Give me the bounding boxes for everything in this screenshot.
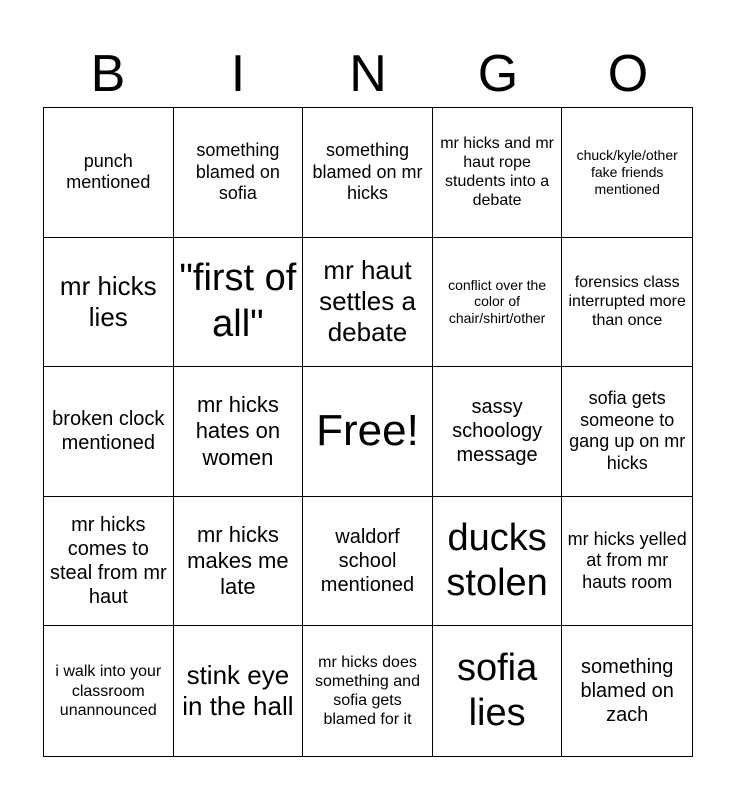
bingo-cell-r5-c4[interactable] [433, 626, 563, 756]
bingo-header [43, 40, 693, 108]
cell-text: mr hicks yelled at from mr hauts room [567, 528, 687, 592]
bingo-board [43, 107, 693, 757]
bingo-cell-r1-c4[interactable] [433, 108, 563, 238]
bingo-cell-r3-c2[interactable] [174, 367, 304, 497]
cell-text: sassy schoology message [452, 396, 543, 467]
bingo-cell-r2-c4[interactable] [433, 238, 563, 368]
cell-text: waldorf school mentioned [320, 526, 415, 597]
cell-text: forensics class interrupted more than once [568, 274, 686, 330]
cell-text: conflict over the color of chair/shirt/other [448, 276, 547, 327]
cell-text: something blamed on sofia [195, 139, 280, 204]
bingo-cell-r4-c1[interactable] [44, 497, 174, 627]
header-letter-i: I [230, 45, 246, 103]
bingo-cell-r5-c1[interactable] [44, 626, 174, 756]
bingo-cell-r4-c2[interactable] [174, 497, 304, 627]
cell-text: something blamed on zach [580, 656, 674, 727]
bingo-cell-r1-c3[interactable] [303, 108, 433, 238]
cell-text: i walk into your classroom unannounced [55, 663, 162, 719]
bingo-cell-r5-c3[interactable] [303, 626, 433, 756]
bingo-cell-r3-c5[interactable] [562, 367, 692, 497]
cell-text: sofia gets someone to gang up on mr hicks [569, 388, 686, 474]
bingo-cell-r1-c2[interactable] [174, 108, 304, 238]
bingo-cell-free-space[interactable] [303, 367, 433, 497]
header-letter-b: B [90, 45, 126, 103]
cell-text: sofia lies [456, 646, 538, 735]
cell-text: mr hicks and mr haut rope students into a debate [440, 134, 554, 210]
bingo-cell-r4-c3[interactable] [303, 497, 433, 627]
header-letter-n: N [349, 45, 387, 103]
cell-text: stink eye in the hall [182, 660, 294, 722]
header-letter-g: G [477, 45, 519, 103]
bingo-cell-r5-c2[interactable] [174, 626, 304, 756]
cell-text: something blamed on mr hicks [312, 139, 423, 204]
cell-text: mr hicks does something and sofia gets blamed for it [315, 653, 420, 729]
cell-text: mr hicks lies [59, 270, 157, 332]
header-letter-o: O [607, 45, 649, 103]
cell-text: ducks stolen [446, 516, 548, 605]
cell-text: mr hicks hates on women [195, 391, 281, 470]
cell-text: Free! [316, 406, 419, 456]
bingo-cell-r3-c4[interactable] [433, 367, 563, 497]
bingo-cell-r1-c5[interactable] [562, 108, 692, 238]
bingo-cell-r4-c5[interactable] [562, 497, 692, 627]
cell-text: "first of all" [179, 257, 297, 345]
bingo-cell-r5-c5[interactable] [562, 626, 692, 756]
cell-text: chuck/kyle/other fake friends mentioned [576, 147, 678, 197]
cell-text: mr hicks makes me late [187, 521, 289, 600]
bingo-cell-r3-c1[interactable] [44, 367, 174, 497]
bingo-cell-r2-c2[interactable] [174, 238, 304, 368]
bingo-cell-r2-c5[interactable] [562, 238, 692, 368]
bingo-cell-r2-c1[interactable] [44, 238, 174, 368]
cell-text: punch mentioned [66, 150, 151, 193]
bingo-cell-r1-c1[interactable] [44, 108, 174, 238]
cell-text: mr hicks comes to steal from mr haut [49, 514, 167, 609]
bingo-cell-r4-c4[interactable] [433, 497, 563, 627]
cell-text: broken clock mentioned [52, 408, 165, 455]
cell-text: mr haut settles a debate [319, 255, 416, 348]
bingo-cell-r2-c3[interactable] [303, 238, 433, 368]
